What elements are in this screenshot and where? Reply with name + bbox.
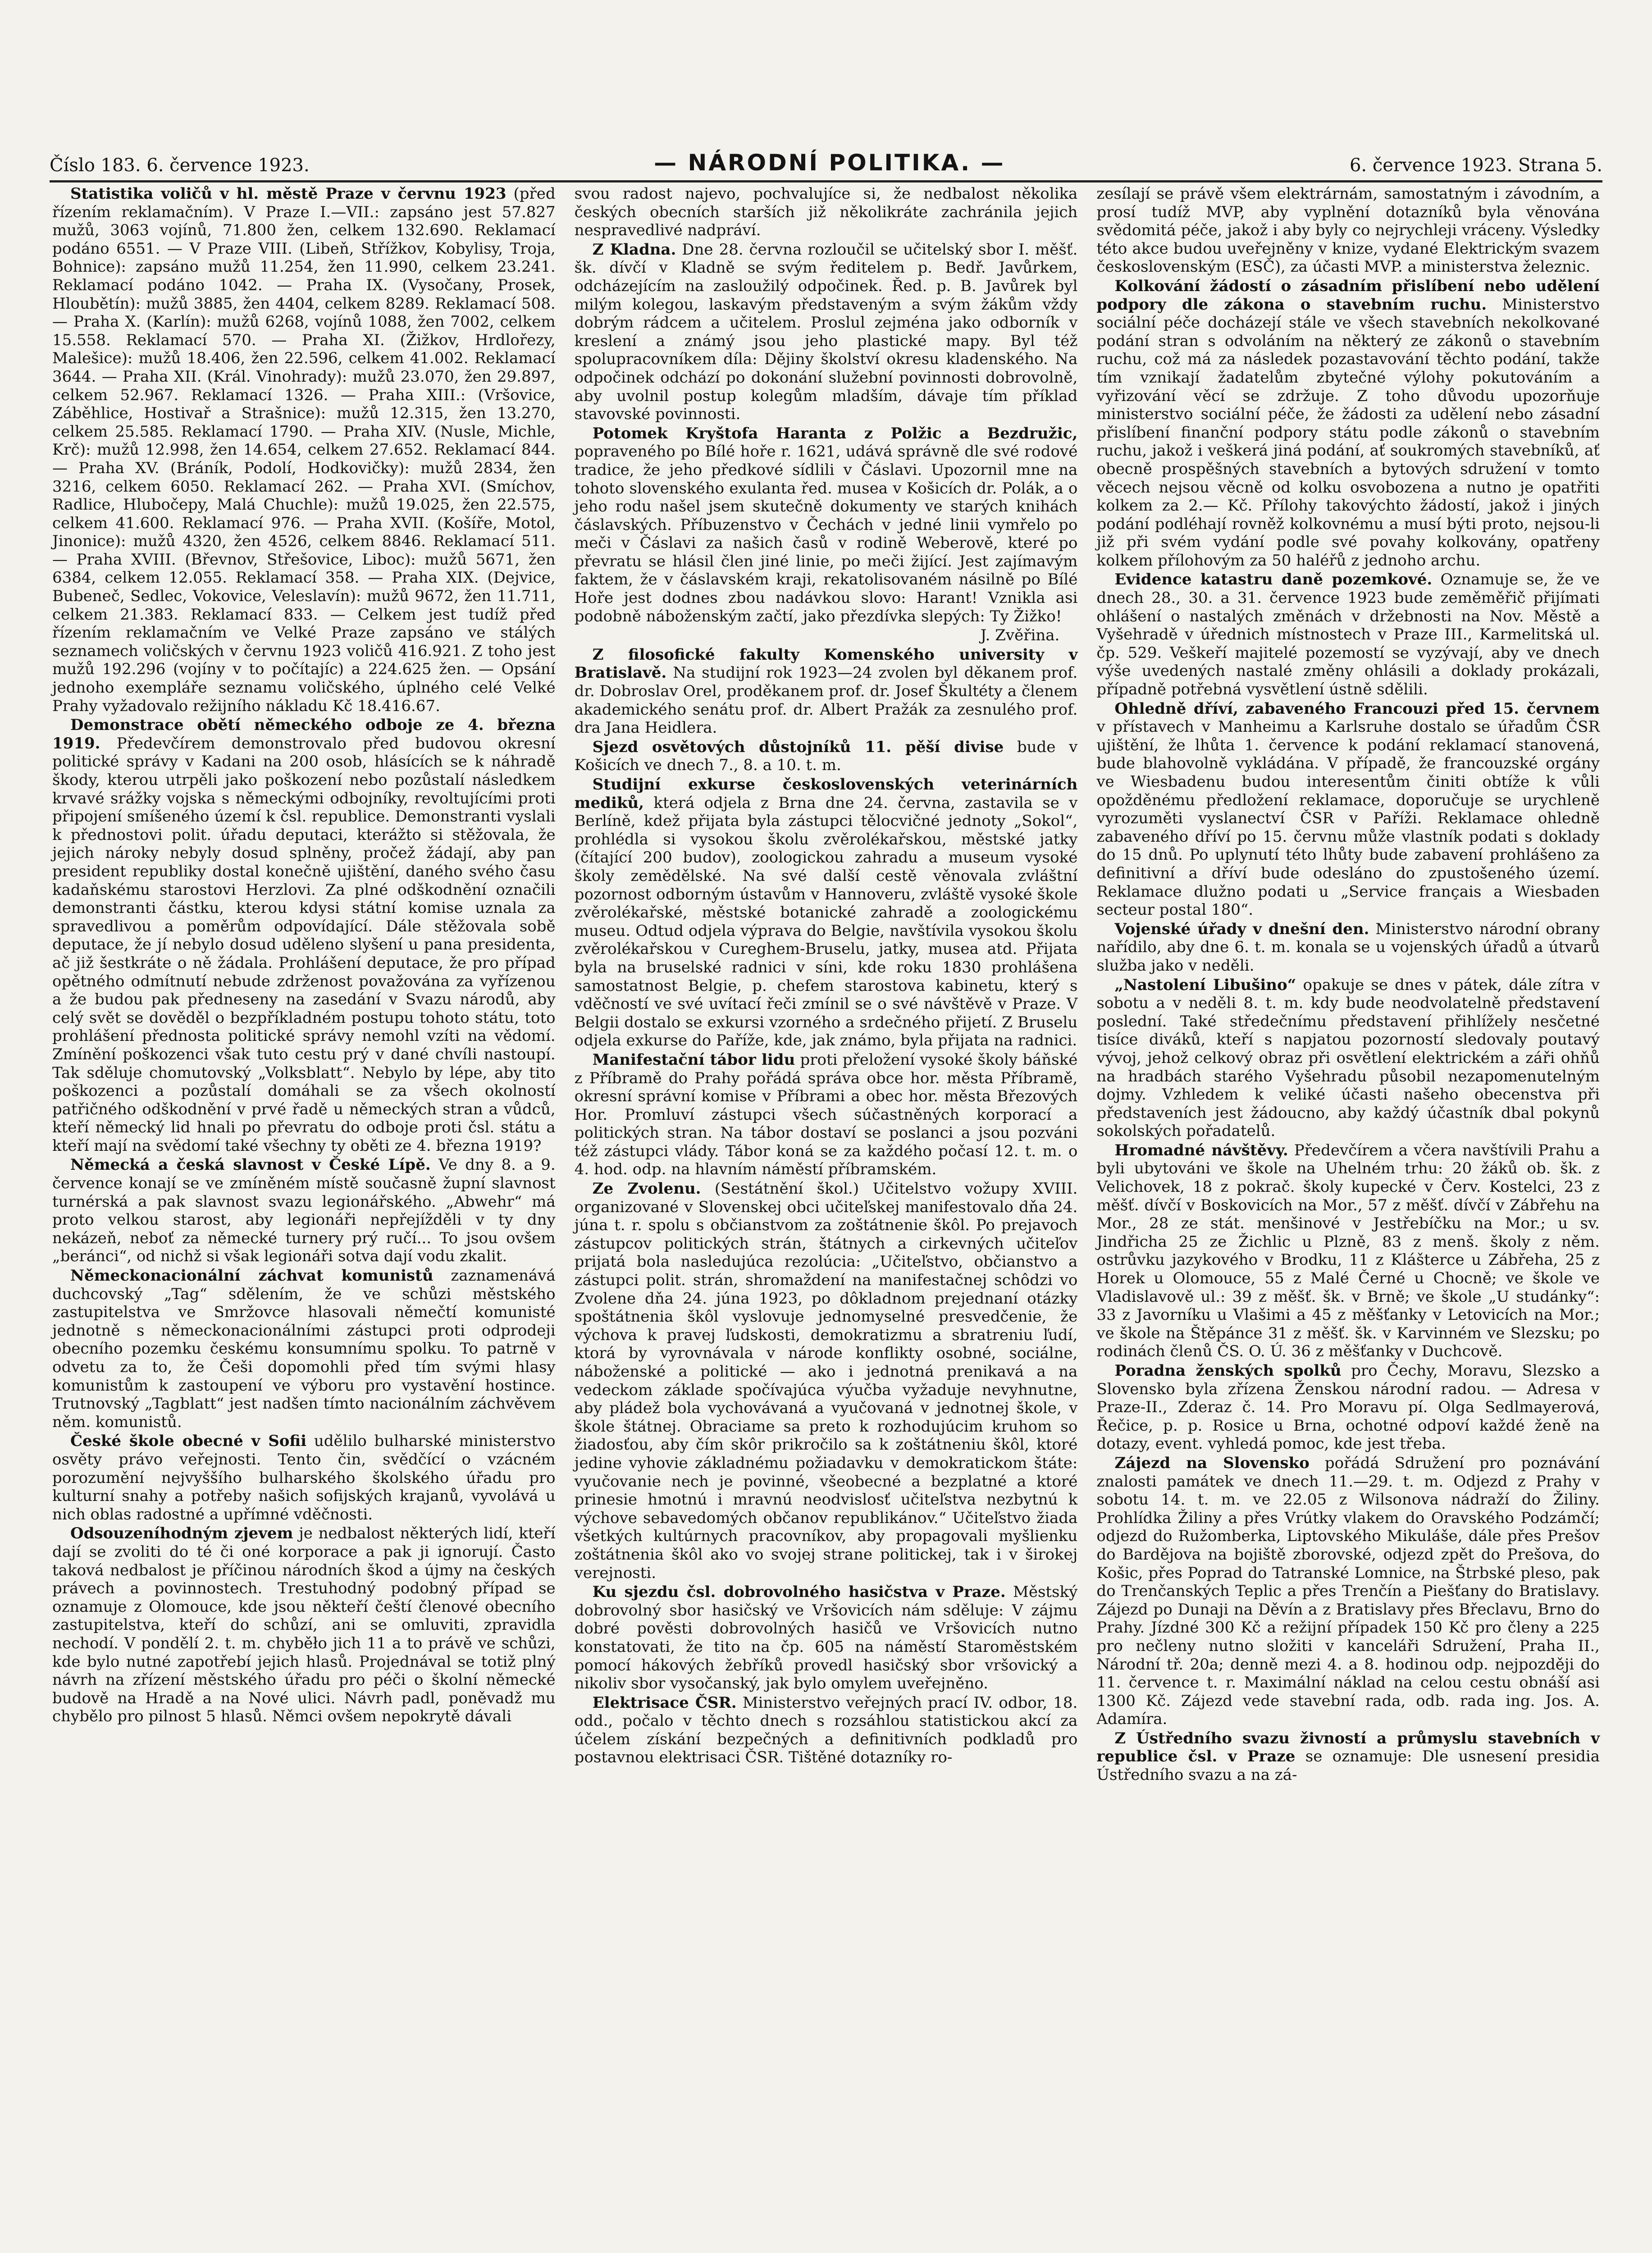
article-heading: Statistika voličů v hl. městě Praze v červnu 1923 xyxy=(70,185,507,203)
article-heading: Německá a česká slavnost v České Lípě. xyxy=(70,1156,431,1174)
article xyxy=(575,626,1078,645)
masthead: — NÁRODNÍ POLITIKA. — xyxy=(654,150,1005,176)
article xyxy=(52,185,556,715)
article xyxy=(52,1524,556,1726)
article-paragraph xyxy=(52,185,556,715)
article xyxy=(575,1051,1078,1179)
article-heading: České škole obecné v Sofii xyxy=(70,1432,307,1450)
article xyxy=(575,775,1078,1050)
article xyxy=(1096,700,1600,919)
article-body: pořádá Sdružení pro poznávání znalosti památek ve dnech 11.—29. t. m. Odjezd z Prahy v sobotu 14. t. m. ve 22.05 z Wilsonova nádraží do Žiliny. Prohlídka Žiliny a přes Vrútky vlakem do Oravského Podzámčí; odjezd do Ružomberka, Liptovského Mikuláše, dále přes Prešov do Bardějova na bojiště zborovské, odjezd zpět do Prešova, do Košic, přes Poprad do Tatranské Lomnice, na Štrbské pleso, pak do Trenčanských Teplic a přes Trenčín a Piešťany do Bratislavy. Zájezd po Dunaji na Děvín a z Bratislavy přes Břeclavu, Brno do Prahy. Jízdné 300 Kč a režijní případek 150 Kč pro členy a 225 pro nečleny nutno složiti v kanceláři Sdružení, Praha II., Národní tř. 20a; denně mezi 4. a 8. hodinou odp. nejpozději do 11. července t. r. Maximální náklad na celou cestu obnáší asi 1300 Kč. Zájezd vede stavební rada, odb. rada ing. Jos. A. Adamíra. xyxy=(1096,1454,1600,1729)
article-paragraph xyxy=(575,1583,1078,1693)
article xyxy=(575,241,1078,424)
page-header xyxy=(50,144,1602,176)
article xyxy=(575,738,1078,775)
article-body: svou radost najevo, pochvalujíce si, že nedbalost několika českých obecních starších již několikráte zachránila jejich nespravedlivé nadpráví. xyxy=(574,185,1078,240)
article-paragraph xyxy=(575,646,1078,737)
article xyxy=(52,1156,556,1266)
article xyxy=(575,1180,1078,1582)
article-paragraph xyxy=(575,1051,1078,1179)
article xyxy=(1096,976,1600,1140)
article xyxy=(575,646,1078,737)
article-heading: Studijní exkurse československých veterinárních mediků, xyxy=(574,775,1078,812)
article xyxy=(1096,1362,1600,1453)
article-paragraph xyxy=(1096,700,1600,919)
article xyxy=(1096,277,1600,570)
article-body: Městský dobrovolný sbor hasičský ve Vršovicích nám sděluje: V zájmu dobré pověsti dobrovolných hasičů ve Vršovicích nutno konstatovati, že tito na čp. 605 na náměstí Staroměstském pomocí hákových žebříků provedl hasičský sbor vršovický a nikoliv sbor vysočanský, jak bylo omylem uveřejněno. xyxy=(574,1583,1078,1693)
article-body: popraveného po Bílé hoře r. 1621, udává správně dle své rodové tradice, že jeho předkové sídlili v Čáslavi. Upozornil mne na tohoto slovenského exulanta řed. musea v Košicích dr. Polák, a o jeho rodu našel jsem skutečně dokumenty ve starých knihách čáslavských. Příbuzenstvo v Čechách v jedné linii vymřelo po meči v Čáslavi za našich časů v rodině Weberově, které po převratu se hlásil člen jiné linie, po meči žijící. Jest zajímavým faktem, že v čáslavském kraji, rekatolisovaném násilně po Bílé Hoře jest dodnes zbou nadávkou slovo: Harant! Vznikla asi podobně náboženským začtí, jako přezdívka slepých: Ty Žižko! xyxy=(574,442,1078,625)
article xyxy=(52,1267,556,1431)
article-heading: Odsouzeníhodným zjevem xyxy=(70,1524,293,1543)
article-paragraph xyxy=(52,1432,556,1523)
column-1 xyxy=(50,185,558,2253)
article xyxy=(52,1432,556,1523)
article-body: v přístavech v Manheimu a Karlsruhe dostalo se úřadům ČSR ujištění, že lhůta 1. července k podání reklamací stanovená, bude blahovolně vykládána. V případě, že francouzské orgány ve Wiesbadenu budou interesentům činiti obtíže k vůli opožděnému předložení reklamace, doporučuje se urychleně vyrozuměti vyslanectví ČSR v Paříži. Reklamace ohledně zabaveného dříví po 15. červnu může vlastník podati s doklady do 15 dnů. Po uplynutí této lhůty bude zabavení prohlášeno za definitivní a dříví bude odesláno do zpustošeného území. Reklamace dlužno podati u „Service français a Wiesbaden secteur postal 180“. xyxy=(1096,718,1600,919)
article-heading: Z filosofické fakulty Komenského university v Bratislavě. xyxy=(574,645,1078,682)
article-body: Ministerstvo národní obrany nařídilo, aby dne 6. t. m. konala se u vojenských úřadů a útvarů služba jako v neděli. xyxy=(1096,920,1600,975)
article-paragraph xyxy=(52,1156,556,1266)
article-body: Ministerstvo sociální péče docházejí stále ve všech stavebních nekolkované podání stran s odvoláním na některý ze zákonů o stavebním ruchu, což má za následek pozastavování těchto podání, takže tím vznikají žadatelům zbytečné výlohy pokutováním a vyřizování věcí se zdržuje. Z toho důvodu upozorňuje ministerstvo sociální péče, že žádosti za udělení nebo zásadní přislíbení finanční podpory státu podle zákonů o stavebním ruchu, jakož i veškerá jiná podání, ať soukromých stavebníků, ať obecně prospěšných stavebních a bytových sdružení v tomto věcech nejsou věcně od kolku osvobozena a nutno je opatřiti kolkem za 2.— Kč. Přílohy takovýchto žádostí, jakož i jiných podání podléhají rovněž kolkovnému a musí býti proto, nejsou-li již při svém vydání podle své povahy kolkovány, opatřeny kolkem přílohovým za 50 haléřů z jednoho archu. xyxy=(1096,295,1600,570)
article xyxy=(575,1583,1078,1693)
article-heading: Evidence katastru daně pozemkové. xyxy=(1114,570,1433,589)
article-paragraph xyxy=(575,775,1078,1050)
article-body: opakuje se dnes v pátek, dále zítra v sobotu a v neděli 8. t. m. kdy bude neodvolatelně představení poslední. Také středečnímu představení přihlížely nesčetné tisíce diváků, kteří s napjatou pozorností sledovaly poutavý vývoj, jehož celkový obraz při osvětlení elektrickém a záři ohňů na hradbách starého Vyšehradu působil nezapomenutelným dojmy. Vzhledem k veliké účasti našeho obecenstva při představeních jest žádoucno, aby každý účastník dbal pokynů sokolských pořadatelů. xyxy=(1096,976,1600,1140)
article-paragraph xyxy=(1096,1454,1600,1729)
article-body: Předevčírem a včera navštívili Prahu a byli ubytováni ve škole na Uhelném trhu: 20 žáků ob. šk. z Velichovek, 18 z pokrač. školy kupecké v Červ. Kostelci, 23 z měšť. dívčí v Boskovicích na Mor., 57 z měšť. dívčí v Zábřehu na Mor., 28 ze stát. menšinové v Jestřebíčku na Mor.; u sv. Jindřicha 25 ze Žichlic u Plzně, 83 z menš. školy z něm. ostrůvku jazykového v Brodku, 11 z Klášterce u Zábřeha, 25 z Horek u Olomouce, 55 z Malé Černé u Chocně; ve škole ve Vladislavově ul.: 39 z měšť. šk. v Brně; ve škole „U studánky“: 33 z Javorníku u Vlašimi a 45 z měšťanky v Letovicích na Mor.; ve škole na Štěpánce 31 z měšť. šk. v Karvinném ve Slezsku; po rodinách členů ČS. O. Ú. 36 z měšťanky v Duchcově. xyxy=(1096,1141,1600,1361)
article-paragraph xyxy=(575,185,1078,240)
article-body: se oznamuje: Dle usnesení presidia Ústředního svazu a na zá- xyxy=(1096,1747,1600,1784)
article-paragraph xyxy=(52,716,556,1155)
article xyxy=(1096,1454,1600,1729)
article-heading: Zájezd na Slovensko xyxy=(1114,1454,1310,1472)
article-heading: Vojenské úřady v dnešní den. xyxy=(1114,920,1369,938)
issue-number: Číslo 183. 6. července 1923. xyxy=(50,155,310,176)
article-heading: Sjezd osvětových důstojníků 11. pěší divise xyxy=(592,738,1004,756)
article-heading: Potomek Kryštofa Haranta z Polžic a Bezdružic, xyxy=(592,424,1078,442)
article-heading: „Nastolení Libušino“ xyxy=(1114,976,1296,994)
article-heading: Poradna ženských spolků xyxy=(1114,1362,1342,1380)
article-paragraph xyxy=(1096,976,1600,1140)
article xyxy=(1096,1141,1600,1361)
article-body: udělilo bulharské ministerstvo osvěty právo veřejnosti. Tento čin, svědčící o vzácném porozumění nejvyššího bulharského školského úřadu pro kulturní snahy a potřeby našich sofijských krajanů, vyvolává u nich oblas radostné a upřímné vděčnosti. xyxy=(52,1432,556,1523)
article-heading: Z Ústředního svazu živností a průmyslu stavebních v republice čsl. v Praze xyxy=(1096,1729,1600,1766)
article xyxy=(1096,920,1600,975)
article-heading: Německonacionální záchvat komunistů xyxy=(70,1267,434,1285)
article-body: Ministerstvo veřejných prací IV. odbor, 18. odd., počalo v těchto dnech s rozsáhlou statistickou akcí za účelem získání bezpečných a definitivních podkladů pro postavnou elektrisaci ČSR. Tištěné dotazníky ro- xyxy=(574,1693,1078,1767)
article-body: zesílají se právě všem elektrárnám, samostatným i závodním, a prosí tudíž MVP, aby vyplnění dotazníků byla věnována svědomitá péče, jakož i aby byly co nejrychleji vráceny. Výsledky této akce budou uveřejněny v knize, vydané Elektrickým svazem československým (ESČ), za účasti MVP. a ministerstva železnic. xyxy=(1096,185,1600,276)
article-paragraph xyxy=(1096,277,1600,570)
article-body: pro Čechy, Moravu, Slezsko a Slovensko byla zřízena Ženskou národní radou. — Adresa v Praze-II., Zderaz č. 14. Pro Moravu pí. Olga Sedlmayerová, Řečice, p. p. Rosice u Brna, ochotné odpoví každé ženě na dotazy, event. vyhledá pomoc, kde jest třeba. xyxy=(1096,1362,1600,1453)
article-heading: Kolkování žádostí o zásadním přislíbení nebo udělení podpory dle zákona o stavebním ruchu. xyxy=(1096,277,1600,314)
article-paragraph xyxy=(575,241,1078,424)
article-paragraph xyxy=(575,1694,1078,1767)
article xyxy=(1096,1729,1600,1784)
article-body: Oznamuje se, že ve dnech 28., 30. a 31. července 1923 bude zeměměřič přijímati ohlášení o nastalých změnách v držebnosti na Nov. Městě a Vyšehradě v úřednich místnostech v Praze III., Karmelitská ul. čp. 529. Veškeří majitelé pozemostí se vyzývají, aby ve dnech výše uvedených nastalé změny ohlásili a doklady prokázali, případně potřebná vysvětlení ústně sdělili. xyxy=(1096,570,1600,699)
column-3 xyxy=(1094,185,1602,2253)
article-heading: Ku sjezdu čsl. dobrovolného hasičstva v Praze. xyxy=(592,1583,1006,1601)
article-body: která odjela z Brna dne 24. června, zastavila se v Berlíně, kdež přijata byla zástupci tělocvičné jednoty „Sokol“, prohlédla si vysokou školu zvěrolékařskou, městské jatky (čítající 200 budov), zoologickou zahradu a museum vysoké školy zemědělské. Na své další cestě věnovala zvláštní pozornost odborným ústavům v Hannoveru, zvláště vysoké škole zvěrolékařské, městské botanické zahradě a zoologickému museu. Odtud odjela výprava do Belgie, navštívila vysokou školu zvěrolékařskou v Cureghem-Bruselu, jatky, musea atd. Přijata byla na bruselské radnici v síni, kde roku 1830 prohlášena samostatnost Belgie, p. chefem starostova kabinetu, který s vděčností ve své uvítací řeči zmínil se o své návštěvě v Praze. V Belgii dostalo se exkursi vzorného a srdečného přijetí. Z Bruselu odjela exkurse do Paříže, kde, jak známo, byla přijata na radnici. xyxy=(574,794,1078,1050)
article-heading: Ze Zvolenu. xyxy=(592,1180,701,1198)
article-body: zaznamenává duchcovský „Tag“ sdělením, že ve schůzi městského zastupitelstva ve Smržovce hlasovali němečtí komunisté jednotně s německonacionálními zástupci proti odprodeji obecního pozemku českému konsumnímu spolku. To patrně v odvetu za to, že Češi dopomohli před tím svými hlasy komunistům k zastoupení ve výboru pro vystavění hostince. Trutnovský „Tagblatt“ jest nadšen tímto nacionálním záchvěvem něm. komunistů. xyxy=(52,1267,556,1431)
article-heading: Demonstrace obětí německého odboje ze 4. března 1919. xyxy=(52,716,556,753)
article-signature: J. Zvěřina. xyxy=(980,626,1060,645)
article-paragraph xyxy=(1096,1141,1600,1361)
article-body: Předevčírem demonstrovalo před budovou okresní politické správy v Kadani na 200 osob, hlásících se k náhradě škody, kterou utrpěli jako poškození nebo pozůstalí následkem krvavé srážky vojska s německými odbojníky, revoltujícími proti připojení smíšeného území k čsl. republice. Demonstranti vyslali k přednostovi polit. úřadu deputaci, kterážto si stěžovala, že jejich nároky nebyly dosud splněny, pročež žádají, aby pan president republiky dostal konečně ujištění, daného svého času kadaňskému starostovi Herzlovi. Za plné odškodnění označili demonstranti částku, kterou kdysi státní komise uznala za spravedlivou a poměrům odpovídající. Dále stěžovala sobě deputace, že jí nebylo dosud uděleno slyšení u pana presidenta, ač již šestkráte o ně žádala. Prohlášení deputace, že pro případ opětného odmítnutí nebude zdrženost považována za vyřízenou a že budou pak předneseny na zasedání v Svazu národů, aby celý svět se dověděl o bezpříkladném postupu tohoto státu, toto prohlášení přednosta politické správy nemohl vzíti na vědomí. Zmínění poškozenci však tuto cestu prý v dané chvíli nastoupí. Tak sděluje chomutovský „Volksblatt“. Nebylo by lépe, aby tito poškozenci a pozůstalí domáhali se za všech okolností patřičného odškodnění v prvé řadě u německých stran a vůdců, kteří německý lid hnali po převratu do odboje proti čsl. státu a kteří mají na svědomí také všechny ty oběti ze 4. března 1919? xyxy=(52,734,556,1155)
article-paragraph xyxy=(52,1524,556,1726)
article-body: bude v Košicích ve dnech 7., 8. a 10. t. m. xyxy=(574,738,1078,775)
article-paragraph xyxy=(575,1180,1078,1582)
article-paragraph xyxy=(1096,185,1600,276)
article-body: (Sestátnění škol.) Učitelstvo vožupy XVIII. organizované v Slovenskej obci učiteľskej manifestovalo dňa 24. júna t. r. spolu s občianstvom za zoštátnenie škôl. Po prejavoch zástupcov politických strán, štátnych a cirkevných učiteľov prijatá bola nasledujúca rezolúcia: „Učiteľstvo, občianstvo a zástupci polit. strán, shromaždení na manifestačnej schôdzi vo Zvolene dňa 24. júna 1923, po dôkladnom prejednaní otázky spoštátnenia škôl vyslovuje jednomyselné presvedčenie, že výchova k pravej ľudskosti, demokratizmu a sbratreniu ľudí, ktorá by vyrovnávala v národe konflikty osobné, sociálne, náboženské a politické — ako i jednotná prenikavá a na vedeckom základe spočívajúca výučba vyžaduje nevyhnutne, aby pládež bola vychovávaná a vyučovaná v jednotnej škole, v škole štátnej. Obraciame sa preto k rozhodujúcim kruhom so žiadosťou, aby čím skôr prikročilo sa k zoštátneniu škôl, ktoré jedine vyhovie základnému požiadavku v demokratickom štáte: vyučovanie nech je povinné, všeobecné a bezplatné a ktoré prinesie hmotnú i mravnú neodvislosť učiteľstva nezbytnú k výchove sebavedomých občanov republikánov.“ Učiteľstvo žiada všetkých kultúrnych pracovníkov, aby propagovali myšlienku zoštátnenia škôl ako vo svojej strane politickej, tak i v širokej verejnosti. xyxy=(574,1180,1078,1582)
article xyxy=(575,424,1078,626)
article-heading: Hromadné návštěvy. xyxy=(1114,1141,1288,1159)
date-and-page: 6. července 1923. Strana 5. xyxy=(1349,155,1602,176)
article xyxy=(1096,570,1600,698)
article-heading: Manifestační tábor lidu xyxy=(592,1050,795,1069)
article-body: (před řízením reklamačním). V Praze I.—VII.: zapsáno jest 57.827 mužů, 3063 vojínů, 71.800 žen, celkem 132.690. Reklamací podáno 6551. — V Praze VIII. (Libeň, Střížkov, Kobylisy, Troja, Bohnice): zapsáno mužů 11.254, žen 11.990, celkem 23.241. Reklamací podáno 1042. — Praha IX. (Vysočany, Prosek, Hloubětín): mužů 3885, žen 4404, celkem 8289. Reklamací 508. — Praha X. (Karlín): mužů 6268, vojínů 1088, žen 7002, celkem 15.558. Reklamací 570. — Praha XI. (Žižkov, Hrdlořezy, Malešice): mužů 18.406, žen 22.596, celkem 41.002. Reklamací 3644. — Praha XII. (Král. Vinohrady): mužů 23.070, žen 29.897, celkem 52.967. Reklamací 1326. — Praha XIII.: (Vršovice, Záběhlice, Hostivař a Strašnice): mužů 12.315, žen 13.270, celkem 25.585. Reklamací 1790. — Praha XIV. (Nusle, Michle, Krč): mužů 12.998, žen 14.654, celkem 27.652. Reklamací 844. — Praha XV. (Bráník, Podolí, Hodkovičky): mužů 2834, žen 3216, celkem 6050. Reklamací 262. — Praha XVI. (Smíchov, Radlice, Hlubočepy, Malá Chuchle): mužů 19.025, žen 22.575, celkem 41.600. Reklamací 976. — Praha XVII. (Košíře, Motol, Jinonice): mužů 4320, žen 4526, celkem 8846. Reklamací 511. — Praha XVIII. (Břevnov, Střešovice, Liboc): mužů 5671, žen 6384, celkem 12.055. Reklamací 358. — Praha XIX. (Dejvice, Bubeneč, Sedlec, Vokovice, Veleslavín): mužů 9672, žen 11.711, celkem 21.383. Reklamací 833. — Celkem jest tudíž před řízením reklamačním ve Velké Praze zapsáno ve stálých seznamech voličských v červnu 1923 voličů 416.921. Z toho jest mužů 192.296 (vojíny v to počítajíc) a 224.625 žen. — Opsání jednoho exempláře seznamu voličského, úplného celé Velké Prahy vyžadovalo režijního nákladu Kč 18.416.67. xyxy=(52,185,556,715)
article xyxy=(575,185,1078,240)
article-paragraph xyxy=(52,1267,556,1431)
article-paragraph xyxy=(1096,920,1600,975)
text-columns xyxy=(50,185,1602,2253)
article-body: Dne 28. června rozloučil se učitelský sbor I. měšť. šk. dívčí v Kladně se svým ředitelem p. Bedř. Javůrkem, odcházejícím na zasloužilý odpočinek. Řed. p. B. Javůrek byl milým kolegou, laskavým představeným a svým žákům vždy dobrým rádcem a učitelem. Proslul zejména jako odborník v kreslení a známý jsou jeho plastické mapy. Byl též spolupracovníkem díla: Dějiny školství okresu kladenského. Na odpočinek odchází po dokonání služební povinnosti dobrovolně, aby uvolnil postup kolegům mladším, dávaje tím příklad stavovské povinnosti. xyxy=(574,240,1078,424)
article xyxy=(575,1694,1078,1767)
article xyxy=(1096,185,1600,276)
article-body: Ve dny 8. a 9. července konají se ve zmíněném místě současně župní slavnost turnérská a pak slavnost svazu legionářského. „Abwehr“ má proto velkou starost, aby legionáři nepřejížděli v ty dny nekázeň, neboť za německé turnery prý ručí... To jsou ovšem „beránci“, od nichž si však legionáři sotva dají vodu zkalit. xyxy=(52,1156,556,1266)
article-paragraph xyxy=(1096,1362,1600,1453)
column-2 xyxy=(572,185,1081,2253)
header-rule xyxy=(50,180,1602,182)
article-body: Na studijní rok 1923—24 zvolen byl děkanem prof. dr. Dobroslav Orel, proděkanem prof. dr. Josef Škultéty a členem akademického senátu prof. dr. Albert Pražák za zesnulého prof. dra Jana Heidlera. xyxy=(574,664,1078,737)
article-body: proti přeložení vysoké školy báňské z Příbramě do Prahy pořádá správa obce hor. města Příbramě, okresní správní komise v Příbrami a obec hor. města Březových Hor. Promluví zástupci všech súčastněných korporací a politických stran. Na tábor dostaví se poslanci a jsou pozváni též zástupci vlády. Tábor koná se za každého počasí 12. t. m. o 4. hod. odp. na hlavním náměstí příbramském. xyxy=(574,1050,1078,1179)
article-heading: Z Kladna. xyxy=(592,240,676,259)
article-paragraph xyxy=(1096,1729,1600,1784)
article xyxy=(52,716,556,1155)
article-heading: Elektrisace ČSR. xyxy=(592,1693,737,1712)
article-body: je nedbalost některých lidí, kteří dají se zvoliti do té či oné korporace a pak ji ignorují. Často taková nedbalost je příčinou národních škod a újmy na českých právech a povinnostech. Trestuhodný podobný případ se oznamuje z Olomouce, kde jsou někteří čeští členové obecního zastupitelstva, kteří do schůzí, ani se omluviti, zpravidla nechodí. V pondělí 2. t. m. chyběło jich 11 a to právě ve schůzi, kde bylo nutné zapotřebí jejich hlasů. Projednával se totiž plný návrh na zřízení městského úřadu pro péči o školní německé budově na Hradě a na Nové ulici. Návrh padl, poněvadž mu chybělo pro pilnost 5 hlasů. Němci ovšem nepokrytě dávali xyxy=(52,1524,556,1726)
article-paragraph xyxy=(575,738,1078,775)
article-paragraph xyxy=(1096,570,1600,698)
article-heading: Ohledně dříví, zabaveného Francouzi před 15. červnem xyxy=(1114,699,1600,718)
article-paragraph xyxy=(575,424,1078,626)
